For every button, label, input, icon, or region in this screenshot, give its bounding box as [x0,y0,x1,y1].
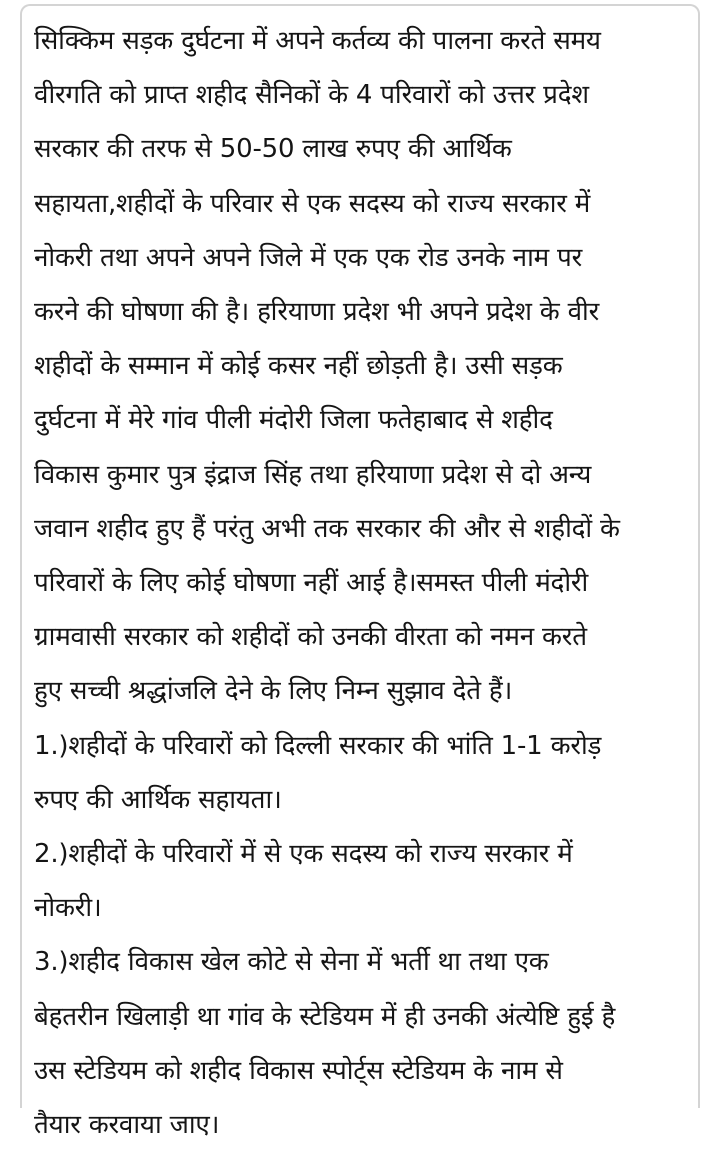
text-line: रुपए की आर्थिक सहायता। [34,784,282,815]
text-line: वीरगति को प्राप्त शहीद सैनिकों के 4 परिवारों को उत्तर प्रदेश [34,80,589,111]
text-line: नोकरी तथा अपने अपने जिले में एक एक रोड उनके नाम पर [34,242,583,273]
text-line: तैयार करवाया जाए। [34,1110,220,1141]
text-line: उस स्टेडियम को शहीद विकास स्पोर्ट्स स्टेडियम के नाम से [34,1055,563,1086]
text-line: सरकार की तरफ से 50-50 लाख रुपए की आर्थिक [34,134,512,165]
text-line: शहीदों के सम्मान में कोई कसर नहीं छोड़ती है। उसी सड़क [34,351,563,382]
text-line: जवान शहीद हुए हैं परंतु अभी तक सरकार की और से शहीदों के [34,513,620,544]
text-line: करने की घोषणा की है। हरियाणा प्रदेश भी अपने प्रदेश के वीर [34,297,600,328]
list-item-1: 1.)शहीदों के परिवारों को दिल्ली सरकार की भांति 1-1 करोड़ [34,730,602,761]
text-line: हुए सच्ची श्रद्धांजलि देने के लिए निम्न सुझाव देते हैं। [34,676,513,707]
list-item-2: 2.)शहीदों के परिवारों में से एक सदस्य को राज्य सरकार में [34,839,573,870]
list-item-3: 3.)शहीद विकास खेल कोटे से सेना में भर्ती था तथा एक [34,947,549,978]
text-line: ग्रामवासी सरकार को शहीदों को उनकी वीरता को नमन करते [34,622,587,653]
text-line: विकास कुमार पुत्र इंद्राज सिंह तथा हरियाणा प्रदेश से दो अन्य [34,459,592,490]
message-text [34,14,694,1152]
text-line: सहायता,शहीदों के परिवार से एक सदस्य को राज्य सरकार में [34,188,591,219]
text-line: सिक्किम सड़क दुर्घटना में अपने कर्तव्य की पालना करते समय [34,26,601,56]
text-line: नोकरी। [34,893,102,924]
text-line: परिवारों के लिए कोई घोषणा नहीं आई है।समस्त पीली मंदोरी [34,568,589,599]
text-line: बेहतरीन खिलाड़ी था गांव के स्टेडियम में ही उनकी अंत्येष्टि हुई है [34,1001,616,1032]
text-line: दुर्घटना में मेरे गांव पीली मंदोरी जिला फतेहाबाद से शहीद [34,405,553,436]
